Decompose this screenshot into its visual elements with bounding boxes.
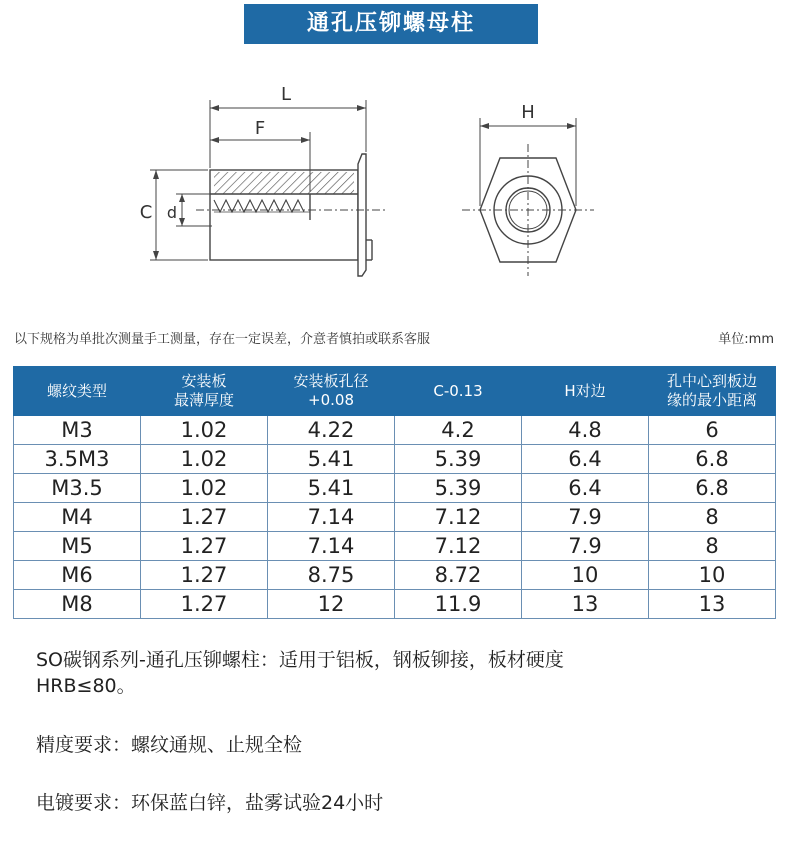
plating-requirement: 电镀要求：环保蓝白锌，盐雾试验24小时 [36,792,384,814]
cell-hole-diameter: 12 [268,590,395,619]
cell-h: 4.8 [522,416,649,445]
cell-c: 7.12 [395,532,522,561]
table-row [14,474,776,503]
col-header-h: H对边 [522,367,649,416]
cell-min-thickness: 1.27 [141,532,268,561]
material-description [36,647,564,699]
cell-c: 7.12 [395,503,522,532]
cell-h: 7.9 [522,503,649,532]
top-view-drawing [462,118,594,276]
cell-c: 11.9 [395,590,522,619]
cell-edge-distance: 13 [649,590,776,619]
cell-thread: M3.5 [14,474,141,503]
cell-thread: M4 [14,503,141,532]
cell-hole-diameter: 5.41 [268,445,395,474]
cell-edge-distance: 8 [649,532,776,561]
cell-min-thickness: 1.02 [141,445,268,474]
cell-hole-diameter: 7.14 [268,532,395,561]
cell-edge-distance: 10 [649,561,776,590]
cell-min-thickness: 1.27 [141,561,268,590]
table-row [14,445,776,474]
cell-thread: M8 [14,590,141,619]
cell-thread: M3 [14,416,141,445]
col-header-edge-distance: 孔中心到板边 缘的最小距离 [649,367,776,416]
unit-label: 单位:mm [718,332,774,347]
side-view-drawing [150,100,388,276]
spec-table [13,366,776,619]
page-title: 通孔压铆螺母柱 [244,4,538,44]
cell-c: 5.39 [395,474,522,503]
table-row [14,532,776,561]
table-header-row [14,367,776,416]
cell-thread: 3.5M3 [14,445,141,474]
cell-edge-distance: 6 [649,416,776,445]
dim-label-f: F [254,118,266,139]
dim-label-l: L [280,84,292,105]
cell-h: 13 [522,590,649,619]
cell-thread: M6 [14,561,141,590]
cell-hole-diameter: 8.75 [268,561,395,590]
cell-c: 8.72 [395,561,522,590]
table-row [14,590,776,619]
table-row [14,416,776,445]
cell-min-thickness: 1.27 [141,503,268,532]
dim-label-d: d [166,203,178,222]
cell-min-thickness: 1.27 [141,590,268,619]
cell-h: 10 [522,561,649,590]
measurement-note: 以下规格为单批次测量手工测量，存在一定误差，介意者慎拍或联系客服 [14,332,431,347]
material-line-1: SO碳钢系列-通孔压铆螺柱：适用于铝板，钢板铆接，板材硬度 [36,649,564,671]
cell-c: 5.39 [395,445,522,474]
cell-hole-diameter: 5.41 [268,474,395,503]
cell-edge-distance: 6.8 [649,474,776,503]
col-header-hole-diameter: 安装板孔径 +0.08 [268,367,395,416]
table-row [14,503,776,532]
cell-c: 4.2 [395,416,522,445]
cell-h: 6.4 [522,445,649,474]
precision-requirement: 精度要求：螺纹通规、止规全检 [36,734,303,756]
cell-thread: M5 [14,532,141,561]
material-line-2: HRB≤80。 [36,675,136,697]
cell-min-thickness: 1.02 [141,474,268,503]
col-header-min-thickness: 安装板 最薄厚度 [141,367,268,416]
technical-drawing [0,60,790,290]
cell-hole-diameter: 4.22 [268,416,395,445]
cell-h: 7.9 [522,532,649,561]
dim-label-c: C [139,202,153,223]
col-header-c: C-0.13 [395,367,522,416]
col-header-thread: 螺纹类型 [14,367,141,416]
cell-min-thickness: 1.02 [141,416,268,445]
table-row [14,561,776,590]
dim-label-h: H [521,102,535,123]
cell-h: 6.4 [522,474,649,503]
cell-edge-distance: 8 [649,503,776,532]
cell-edge-distance: 6.8 [649,445,776,474]
cell-hole-diameter: 7.14 [268,503,395,532]
